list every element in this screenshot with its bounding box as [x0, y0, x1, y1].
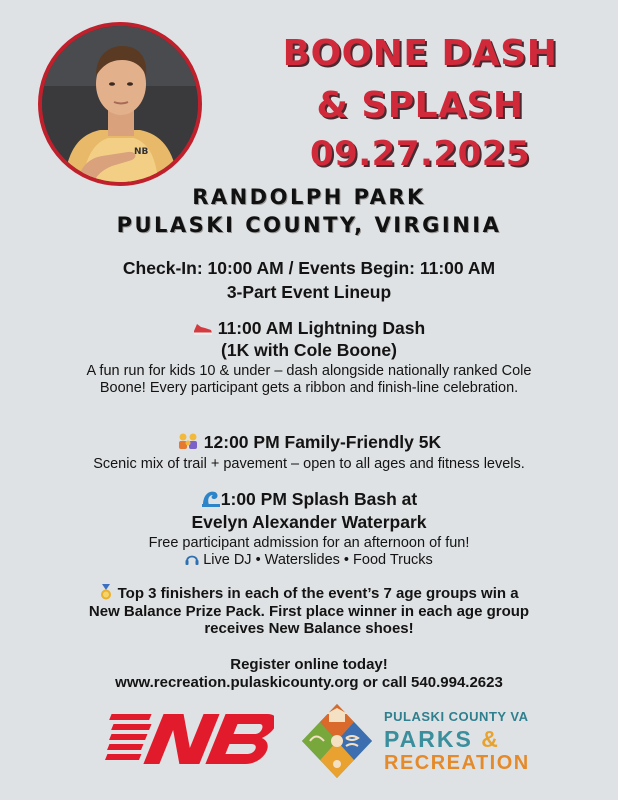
lineup-heading: 3-Part Event Lineup	[226, 282, 392, 302]
family-heading	[0, 432, 618, 454]
svg-text:NB: NB	[134, 147, 149, 157]
parks-county-label: PULASKI COUNTY VA	[384, 709, 529, 724]
event-title-line1: BOONE DASH	[282, 33, 558, 74]
headphones-icon	[185, 552, 199, 569]
checkin-time: Check-In: 10:00 AM / Events Begin: 11:00 AM	[122, 258, 496, 278]
dash-description: A fun run for kids 10 & under – dash alongside nationally ranked Cole Boone! Every participant gets a ribbon and finish-line celebration.	[86, 363, 532, 396]
dash-heading	[0, 318, 618, 340]
venue-location: PULASKI COUNTY, VIRGINIA	[116, 213, 502, 237]
athlete-photo	[42, 26, 198, 182]
family-title: 12:00 PM Family-Friendly 5K	[203, 432, 442, 452]
dash-title: 11:00 AM Lightning Dash	[217, 318, 426, 338]
medal-icon	[99, 584, 113, 603]
running-shoe-icon	[193, 319, 213, 340]
prize-info	[84, 584, 534, 638]
register-cta: Register online today!	[230, 656, 388, 673]
dash-subtitle: (1K with Cole Boone)	[221, 340, 397, 360]
parks-logo-mark	[296, 700, 378, 782]
register-contact[interactable]: www.recreation.pulaskicounty.org or call 540.994.2623	[115, 674, 503, 691]
athlete-portrait	[38, 22, 202, 186]
amenities-text: Live DJ • Waterslides • Food Trucks	[203, 552, 433, 568]
parks-word: PARKS	[384, 726, 473, 752]
family-description: Scenic mix of trail + pavement – open to all ages and fitness levels.	[93, 456, 525, 472]
splash-amenities	[0, 552, 618, 569]
event-title-line2: & SPLASH	[316, 85, 524, 126]
family-icon	[177, 432, 199, 454]
parks-ampersand: &	[481, 726, 500, 752]
splash-heading	[0, 489, 618, 511]
parks-label	[384, 726, 500, 753]
wave-icon	[201, 489, 221, 511]
recreation-label: RECREATION	[384, 752, 530, 774]
venue-name: RANDOLPH PARK	[192, 185, 426, 209]
event-date: 09.27.2025	[309, 134, 531, 174]
new-balance-logo	[84, 708, 274, 772]
prize-text: Top 3 finishers in each of the event’s 7 age groups win a New Balance Prize Pack. First place winner in each age group receives New Balance shoes!	[88, 585, 530, 637]
splash-title: 1:00 PM Splash Bash at	[220, 489, 418, 509]
splash-subtitle: Evelyn Alexander Waterpark	[191, 512, 427, 532]
splash-description: Free participant admission for an afternoon of fun!	[148, 535, 470, 551]
